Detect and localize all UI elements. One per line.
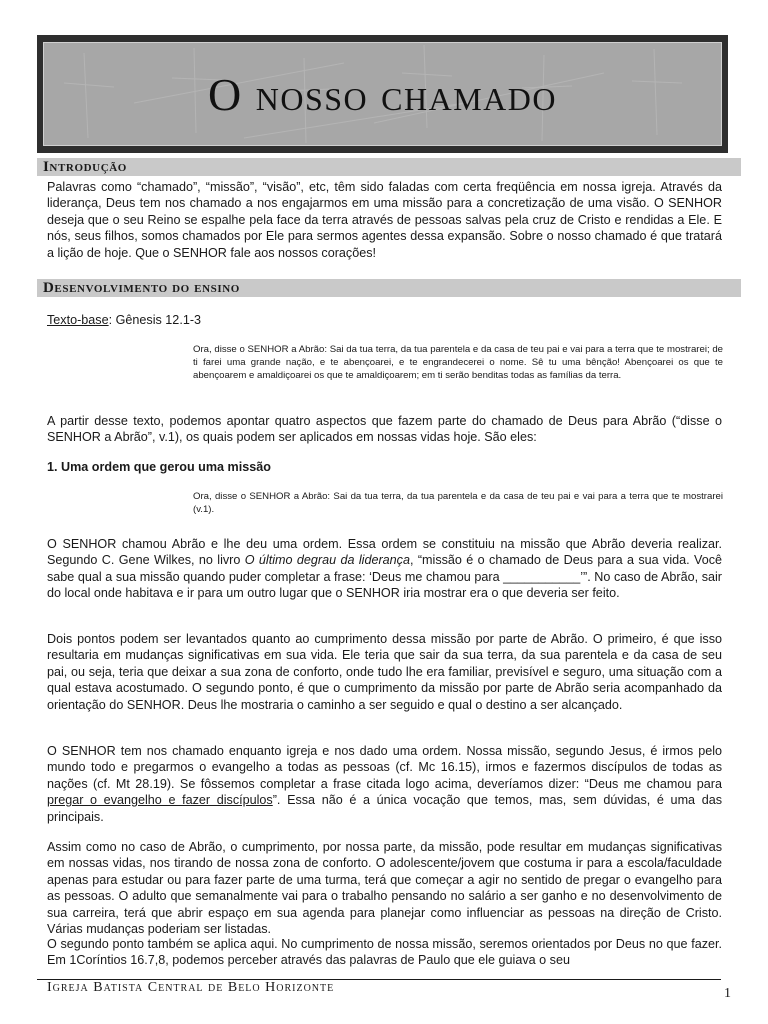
page-title: O nosso chamado bbox=[208, 68, 557, 120]
section-bar-desenvolvimento bbox=[37, 279, 741, 297]
bible-quote-v1: Ora, disse o SENHOR a Abrão: Sai da tua terra, da tua parentela e da casa de teu pai e vai para a terra que te mostrarei (v.1). bbox=[193, 491, 723, 516]
texto-base-ref: Gênesis 12.1-3 bbox=[115, 313, 202, 327]
page-number: 1 bbox=[724, 986, 731, 1001]
igreja-paragraph bbox=[47, 743, 722, 825]
bible-quote-genesis-12-1-3: Ora, disse o SENHOR a Abrão: Sai da tua terra, da tua parentela e da casa de teu pai e vai para a terra que te mostrarei; de ti farei uma grande nação, e te abençoarei, e te engrandecerei o nome. Sê tu uma bênção! Abençoarei os que te abençoarem e amaldiçoarei os que te amaldiçoarem; em ti serão benditas todas as famílias da terra. bbox=[193, 344, 723, 382]
segundo-ponto-paragraph: O segundo ponto também se aplica aqui. No cumprimento de nossa missão, seremos orientados por Deus no que fazer. Em 1Coríntios 16.7,8, podemos perceber através das palavras de Paulo que ele guiava o seu bbox=[47, 937, 722, 968]
title-banner bbox=[37, 35, 728, 153]
aspects-paragraph: A partir desse texto, podemos apontar quatro aspectos que fazem parte do chamado de Deus para Abrão (“disse o SENHOR a Abrão”, v.1), os quais podem ser aplicados em nossas vidas hoje. São eles: bbox=[47, 414, 722, 445]
texto-base-separator: : bbox=[108, 313, 116, 327]
section-heading-desenvolvimento: Desenvolvimento do ensino bbox=[43, 280, 240, 296]
ordem-text-a: O SENHOR chamou Abrão e lhe deu uma ordem. Essa ordem se constituiu na missão que Abrão deveria realizar. Segundo C. Gene Wilkes, no livro bbox=[47, 537, 722, 568]
footer-church-name: Igreja Batista Central de Belo Horizonte bbox=[47, 980, 335, 995]
section-heading-introducao: Introdução bbox=[43, 159, 127, 175]
igreja-text-a: O SENHOR tem nos chamado enquanto igreja e nos dado uma ordem. Nossa missão, segundo Jesus, é irmos pelo mundo todo e pregarmos o evangelho a todas as pessoas (cf. Mc 16.15), irmos e fazermos discípulos de todas as nações (cf. Mt 28.19). Se fôssemos completar a frase citada logo acima, deveríamos dizer: “Deus me chamou para bbox=[47, 744, 722, 791]
point-1-heading: 1. Uma ordem que gerou uma missão bbox=[47, 460, 271, 474]
texto-base-label: Texto-base bbox=[47, 313, 109, 327]
texto-base-line bbox=[47, 312, 722, 328]
missao-underlined: pregar o evangelho e fazer discípulos bbox=[47, 793, 273, 808]
assim-paragraph: Assim como no caso de Abrão, o cumprimento, por nossa parte, da missão, pode resultar em mudanças significativas em nossas vidas, nos tirando de nossa zona de conforto. O adolescente/jovem que costuma ir para a escola/faculdade apenas para estudar ou para fazer parte de uma turma, terá que começar a agir no sentido de pregar o evangelho para as pessoas. O adulto que semanalmente vai para o trabalho pensando no salário a ser ganho e no desenvolvimento de sua carreira, terá que abrir espaço em sua agenda para planejar como influenciar as pessoas na direção de Cristo. Várias mudanças poderiam ser listadas. bbox=[47, 840, 722, 937]
igreja-text-b: ”. Essa não é a única vocação que temos, mas, sem dúvidas, é uma das principais. bbox=[47, 793, 723, 824]
section-bar-introducao bbox=[37, 158, 741, 176]
title-panel bbox=[43, 42, 722, 146]
dois-pontos-paragraph: Dois pontos podem ser levantados quanto ao cumprimento dessa missão por parte de Abrão. O primeiro, é que isso resultaria em mudanças significativas em sua vida. Ele teria que sair da sua terra, da sua parentela e da casa de seu pai, ou seja, teria que deixar a sua zona de conforto, onde tudo lhe era familiar, previsível e seguro, uma situação com a qual estava acostumado. O segundo ponto, é que o cumprimento da missão por parte de Abrão seria acompanhado da orientação do SENHOR. Deus lhe mostraria o caminho a ser seguido e qual o destino a ser alcançado. bbox=[47, 632, 722, 712]
ordem-paragraph bbox=[47, 536, 722, 602]
intro-paragraph: Palavras como “chamado”, “missão”, “visão”, etc, têm sido faladas com certa freqüência em nossa igreja. Através da liderança, Deus tem nos chamado a nos engajarmos em uma missão para a concretização de uma visão. O SENHOR deseja que o seu Reino se espalhe pela face da terra através de pessoas salvas pela cruz de Cristo e rendidas a Ele. E nós, seus filhos, somos chamados por Ele para sermos agentes dessa expansão. Sobre o nosso chamado é que tratará a lição de hoje. Que o SENHOR fale aos nossos corações! bbox=[47, 180, 722, 260]
book-title: O último degrau da liderança bbox=[244, 553, 410, 568]
ordem-text-b: , “missão é o chamado de Deus para a sua vida. Você sabe qual a sua missão quando puder completar a frase: ‘Deus me chamou para ___________’”. No caso de Abrão, sair do local onde habitava e ir para um outro lugar que o SENHOR iria mostrar era o que deveria ser feito. bbox=[47, 553, 723, 601]
